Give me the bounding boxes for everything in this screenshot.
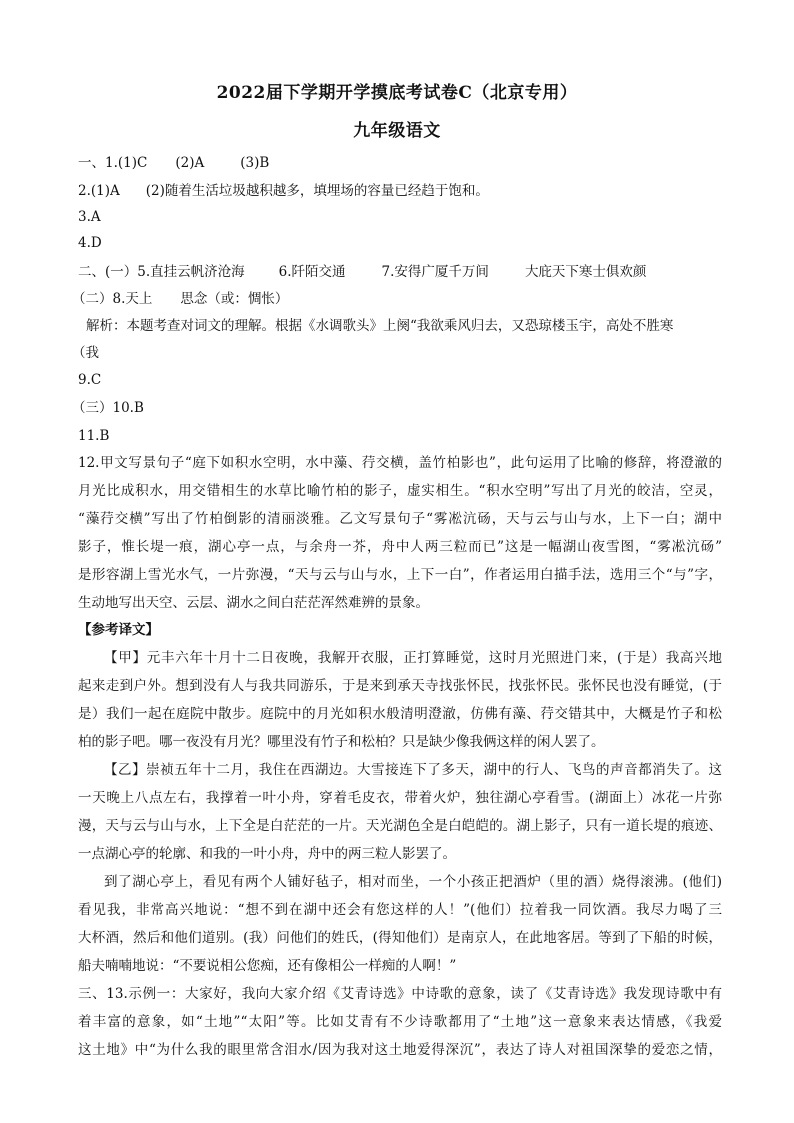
q13-line: 这土地》中“为什么我的眼里常含泪水/因为我对这土地爱得深沉”，表达了诗人对祖国深挚的爱恋之情， (78, 1042, 722, 1058)
translation-yi-line-last: 一点湖心亭的轮廓、和我的一叶小舟，舟中的两三粒人影罢了。 (78, 846, 456, 862)
answer-q11: 11.B (78, 428, 110, 444)
translation-jia-line: 起来走到户外。想到没有人与我共同游乐，于是来到承天寺找张怀民，找张怀民。张怀民也没有睡觉，(于 (78, 678, 722, 694)
answer-q10: （三）10.B (72, 400, 144, 416)
analysis-line-2: （我 (72, 345, 99, 361)
answer-q1: 一、1.(1)C (2)A (3)B (78, 155, 270, 171)
q12-line: 是形容湖上雪光水气，一片弥漫，“天与云与山与水，上下一白”，作者运用白描手法，选用三个“与”字， (78, 567, 722, 583)
q12-line-last: 生动地写出天空、云层、湖水之间白茫茫浑然难辨的景象。 (78, 595, 429, 611)
q13-line: 着丰富的意象，如“土地”“太阳”等。比如艾青有不少诗歌都用了“土地”这一意象来表达情感，《我爱 (78, 1014, 722, 1030)
translation-bing-line: 看见我，非常高兴地说：“想不到在湖中还会有您这样的人！”(他们）拉着我一同饮酒。我尽力喝了三 (78, 902, 722, 918)
answer-q8: （二）8.天上 思念（或：惆怅） (72, 291, 289, 307)
translation-yi-line: 一天晚上八点左右，我撑着一叶小舟，穿着毛皮衣，带着火炉，独往湖心亭看雪。(湖面上）冰花一片弥 (78, 790, 722, 806)
answer-q5-7: 二、(一）5.直挂云帆济沧海 6.阡陌交通 7.安得广厦千万间 大庇天下寒士俱欢颜 (78, 264, 647, 280)
exam-subtitle: 九年级语文 (353, 121, 441, 141)
q12-line: 月光比成积水，用交错相生的水草比喻竹柏的影子，虚实相生。“积水空明”写出了月光的皎洁，空灵， (78, 483, 722, 499)
translation-bing-line-last: 船夫喃喃地说：“不要说相公您痴，还有像相公一样痴的人啊！” (78, 958, 457, 974)
answer-q9: 9.C (78, 372, 102, 388)
translation-jia-line-last: 柏的影子吧。哪一夜没有月光？哪里没有竹子和松柏？只是缺少像我俩这样的闲人罢了。 (78, 734, 605, 750)
translation-jia-line: 【甲】元丰六年十月十二日夜晚，我解开衣服，正打算睡觉，这时月光照进门来，(于是）我高兴地 (104, 650, 722, 666)
answer-q3: 3.A (78, 209, 101, 225)
q12-line: “藻荇交横”写出了竹柏倒影的清丽淡雅。乙文写景句子“雾凇沆砀，天与云与山与水，上下一白；湖中 (78, 511, 722, 527)
translation-yi-line: 【乙】崇祯五年十二月，我住在西湖边。大雪接连下了多天，湖中的行人、飞鸟的声音都消失了。这 (104, 762, 722, 778)
q12-line: 影子，惟长堤一痕，湖心亭一点，与余舟一芥，舟中人两三粒而已”这是一幅湖山夜雪图，“雾凇沆砀” (78, 539, 722, 555)
translation-heading: 【参考译文】 (78, 622, 159, 638)
analysis-line-1: 解析：本题考查对词文的理解。根据《水调歌头》上阕“我欲乘风归去，又恐琼楼玉宇，高处不胜寒 (86, 318, 674, 334)
translation-bing-line: 到了湖心亭上，看见有两个人铺好毡子，相对而坐，一个小孩正把酒炉（里的酒）烧得滚沸。(他们) (104, 874, 722, 890)
exam-title: 2022届下学期开学摸底考试卷C（北京专用） (216, 83, 578, 103)
translation-yi-line: 漫，天与云与山与水，上下全是白茫茫的一片。天光湖色全是白皑皑的。湖上影子，只有一道长堤的痕迹、 (78, 818, 722, 834)
q13-line: 三、13.示例一：大家好，我向大家介绍《艾青诗选》中诗歌的意象，读了《艾青诗选》我发现诗歌中有 (78, 986, 722, 1002)
translation-jia-line: 是）我们一起在庭院中散步。庭院中的月光如积水般清明澄澈，仿佛有藻、荇交错其中，大概是竹子和松 (78, 706, 722, 722)
answer-q2: 2.(1)A (2)随着生活垃圾越积越多，填埋场的容量已经趋于饱和。 (78, 183, 489, 199)
translation-bing-line: 大杯酒，然后和他们道别。(我）问他们的姓氏，(得知他们）是南京人，在此地客居。等到了下船的时候， (78, 930, 722, 946)
q12-line: 12.甲文写景句子“庭下如积水空明，水中藻、荇交横，盖竹柏影也”，此句运用了比喻的修辞，将澄澈的 (78, 455, 722, 471)
answer-q4: 4.D (78, 235, 102, 251)
